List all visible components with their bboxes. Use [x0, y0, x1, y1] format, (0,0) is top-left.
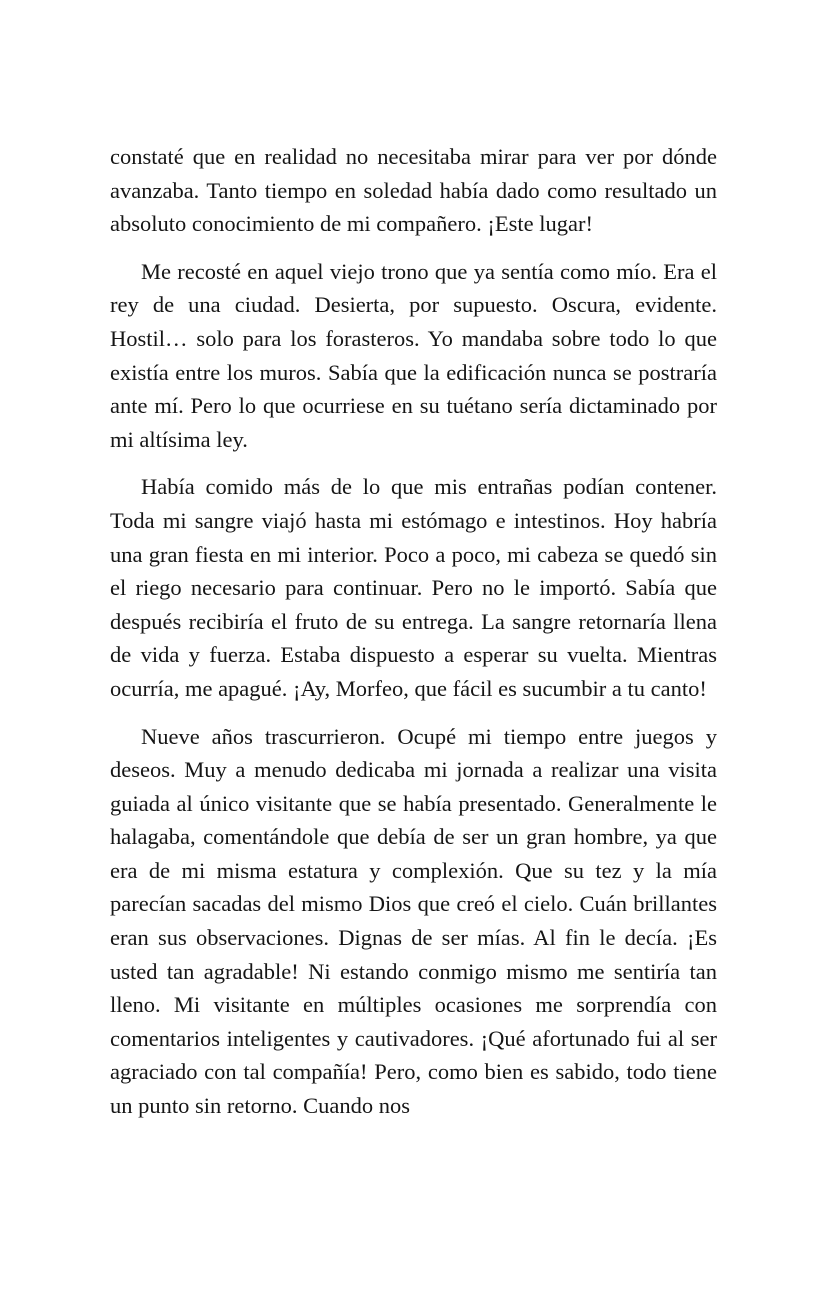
page-text-block [110, 140, 717, 1137]
paragraph: Había comido más de lo que mis entrañas podían contener. Toda mi sangre viajó hasta mi estómago e intestinos. Hoy habría una gran fiesta en mi interior. Poco a poco, mi cabeza se quedó sin el riego necesario para continuar. Pero no le importó. Sabía que después recibiría el fruto de su entrega. La sangre retornaría llena de vida y fuerza. Estaba dispuesto a esperar su vuelta. Mientras ocurría, me apagué. ¡Ay, Morfeo, que fácil es sucumbir a tu canto! [110, 474, 717, 701]
paragraph: Nueve años trascurrieron. Ocupé mi tiempo entre juegos y deseos. Muy a menudo dedicaba mi jornada a realizar una visita guiada al único visitante que se había presentado. Generalmente le halagaba, comentándole que debía de ser un gran hombre, ya que era de mi misma estatura y complexión. Que su tez y la mía parecían sacadas del mismo Dios que creó el cielo. Cuán brillantes eran sus observaciones. Dignas de ser mías. Al fin le decía. ¡Es usted tan agradable! Ni estando conmigo mismo me sentiría tan lleno. Mi visitante en múltiples ocasiones me sorprendía con comentarios inteligentes y cautivadores. ¡Qué afortunado fui al ser agraciado con tal compañía! Pero, como bien es sabido, todo tiene un punto sin retorno. Cuando nos [110, 723, 717, 1119]
paragraph: Me recosté en aquel viejo trono que ya sentía como mío. Era el rey de una ciudad. Desierta, por supuesto. Oscura, evidente. Hostil… solo para los forasteros. Yo mandaba sobre todo lo que existía entre los muros. Sabía que la edificación nunca se postraría ante mí. Pero lo que ocurriese en su tuétano sería dictaminado por mi altísima ley. [110, 258, 717, 452]
paragraph-continued: constaté que en realidad no necesitaba mirar para ver por dónde avanzaba. Tanto tiempo en soledad había dado como resultado un absoluto conocimiento de mi compañero. ¡Este lugar! [110, 144, 717, 237]
